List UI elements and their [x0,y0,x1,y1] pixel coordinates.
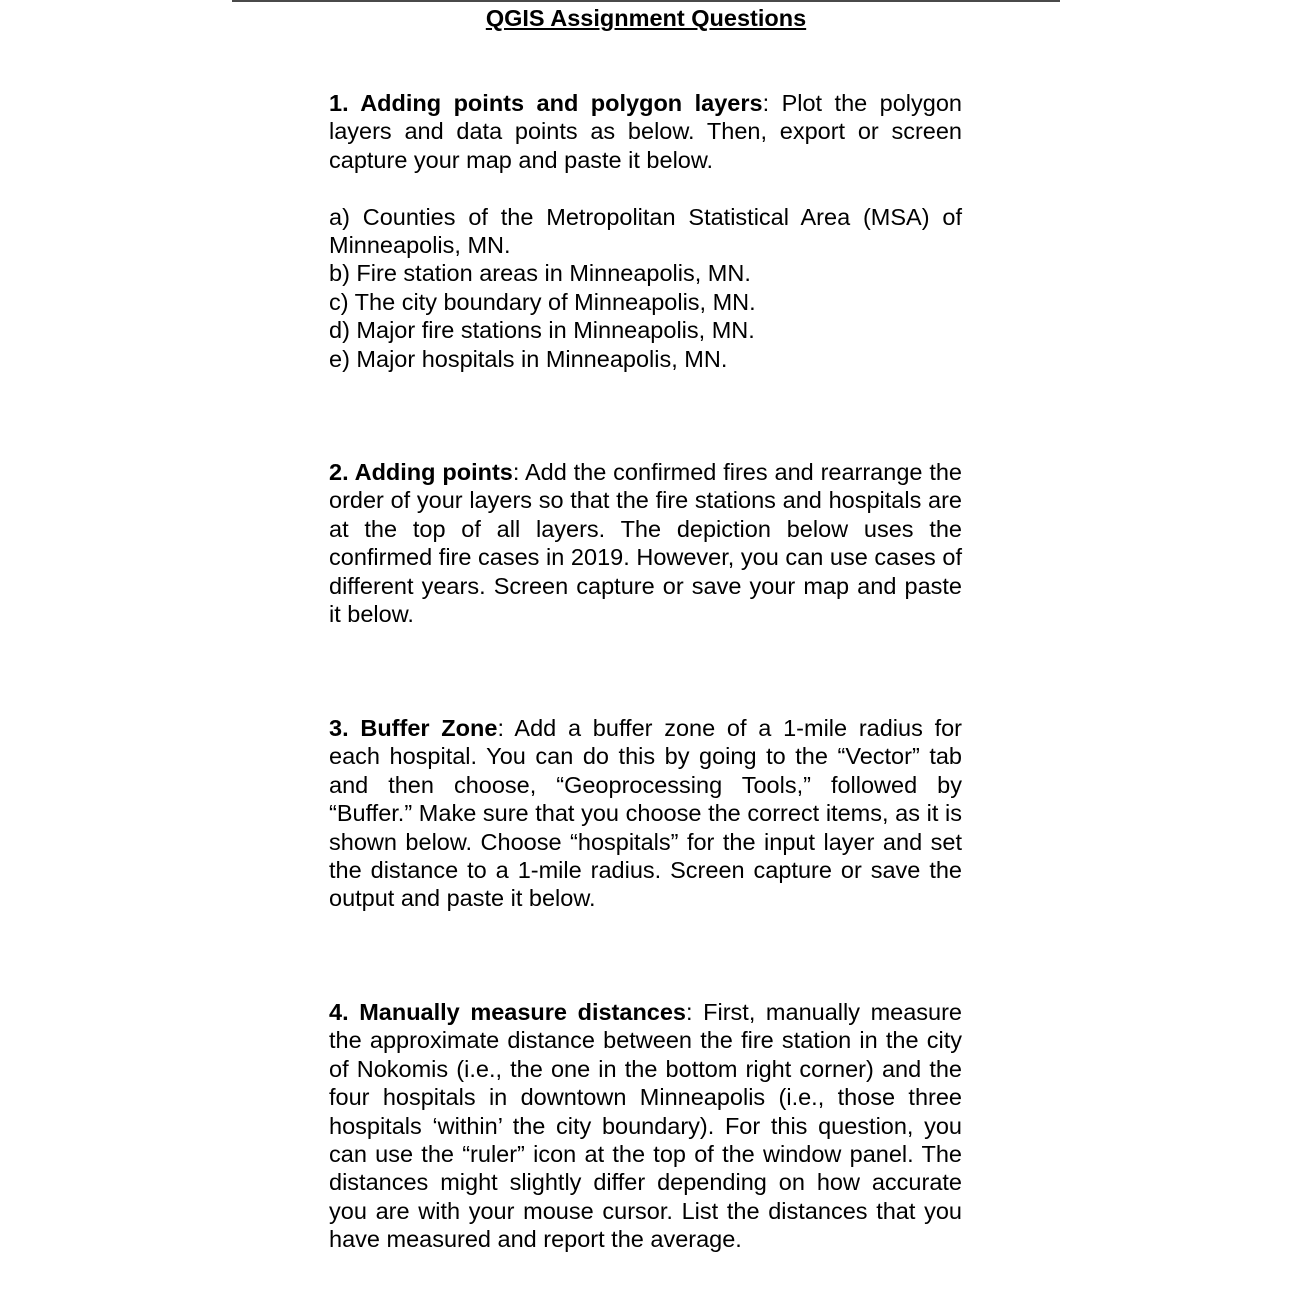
list-item: d) Major fire stations in Minneapolis, MN. [329,317,755,344]
question-4-heading: 4. Manually measure distances [329,999,687,1025]
list-item: c) The city boundary of Minneapolis, MN. [329,288,756,315]
question-4-paragraph [329,998,962,1254]
question-1-heading: 1. Adding points and polygon layers [329,90,763,116]
question-4-body: : First, manually measure the approximate distance between the fire station in the city of Nokomis (i.e., the one in the bottom right corner) and the four hospitals in downtown Minneapolis (i.e., those three hospitals ‘within’ the city boundary). For this question, you can use the “ruler” icon at the top of the window panel. The distances might slightly differ depending on how accurate you are with your mouse cursor. List the distances that you have measured and report the average. [329,999,962,1253]
question-4 [329,998,962,1254]
question-1 [329,89,962,373]
question-2-paragraph [329,458,962,628]
list-item: e) Major hospitals in Minneapolis, MN. [329,345,728,372]
question-2-body: : Add the confirmed fires and rearrange the order of your layers so that the fire stations and hospitals are at the top of all layers. The depiction below uses the confirmed fire cases in 2019. However, you can use cases of different years. Screen capture or save your map and paste it below. [329,459,962,628]
question-3-paragraph [329,714,962,913]
question-3-heading: 3. Buffer Zone [329,715,498,741]
question-1-body: : Plot the polygon layers and data points as below. Then, export or screen capture your map and paste it below. [329,90,962,173]
question-2-heading: 2. Adding points [329,459,513,485]
question-2 [329,458,962,628]
list-item: a) Counties of the Metropolitan Statistical Area (MSA) of Minneapolis, MN. [329,203,962,259]
question-1-item-list [329,203,962,373]
question-3 [329,714,962,913]
question-3-body: : Add a buffer zone of a 1-mile radius for each hospital. You can do this by going to the “Vector” tab and then choose, “Geoprocessing Tools,” followed by “Buffer.” Make sure that you choose the correct items, as it is shown below. Choose “hospitals” for the input layer and set the distance to a 1-mile radius. Screen capture or save the output and paste it below. [329,715,963,912]
top-divider [232,0,1060,2]
list-item: b) Fire station areas in Minneapolis, MN. [329,260,751,287]
question-1-paragraph [329,89,962,174]
page-title: QGIS Assignment Questions [485,5,807,31]
